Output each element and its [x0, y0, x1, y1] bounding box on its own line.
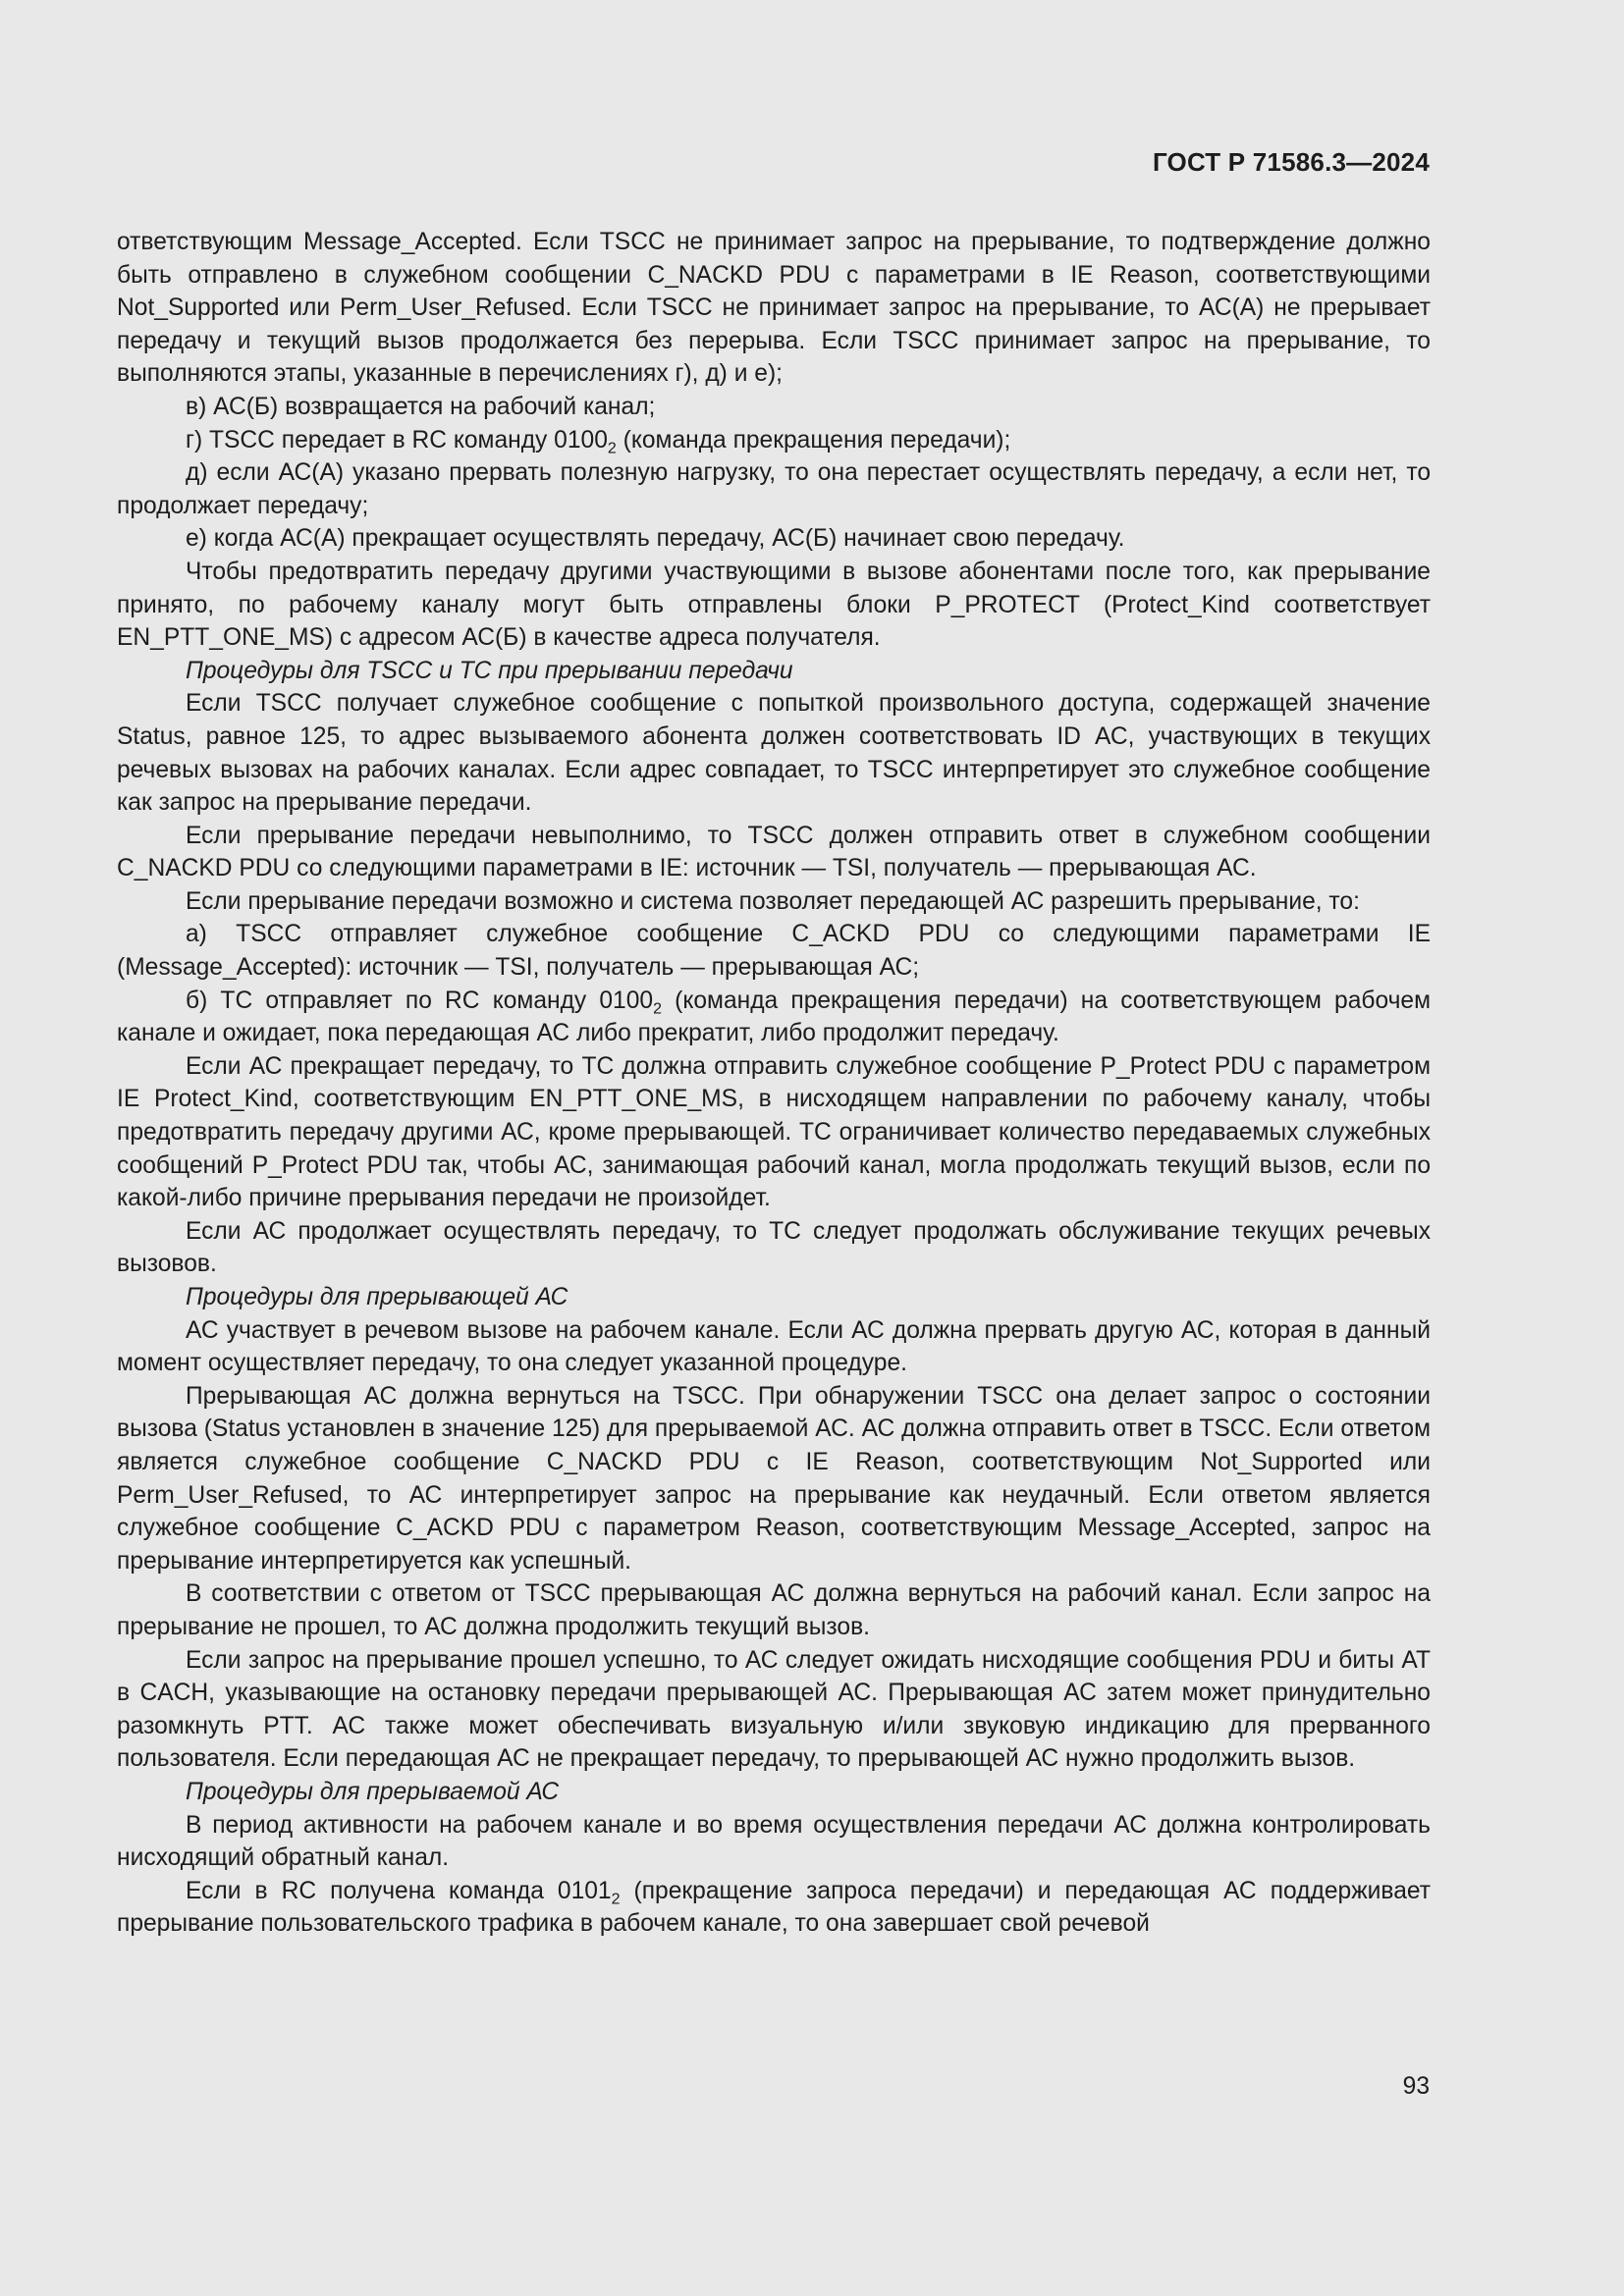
section-heading: Процедуры для прерывающей АС — [186, 1284, 568, 1310]
text-run: (прекращение запроса передачи) и передающая АС поддерживает прерывание пользовательского трафика в рабочем канале, то она завершает свой речевой — [117, 1877, 1431, 1938]
body-paragraph: Если запрос на прерывание прошел успешно, то АС следует ожидать нисходящие сообщения PDU и биты AT в CACH, указывающие на остановку передачи прерывающей АС. Прерывающая АС затем может принудительно разомкнуть PTT. АС также может обеспечивать визуальную и/или звуковую индикацию для прерванного пользователя. Если передающая АС не прекращает передачу, то прерывающей АС нужно продолжить вызов. — [117, 1646, 1431, 1773]
body-paragraph: АС участвует в речевом вызове на рабочем канале. Если АС должна прервать другую АС, которая в данный момент осуществляет передачу, то она следует указанной процедуре. — [117, 1316, 1431, 1377]
body-paragraph: В период активности на рабочем канале и во время осуществления передачи АС должна контролировать нисходящий обратный канал. — [117, 1811, 1431, 1872]
body-paragraph: Если прерывание передачи невыполнимо, то TSCC должен отправить ответ в служебном сообщении C_NACKD PDU со следующими параметрами в IE: источник — TSI, получатель — прерывающая АС. — [117, 822, 1431, 882]
body-paragraph: е) когда АС(А) прекращает осуществлять передачу, АС(Б) начинает свою передачу. — [186, 525, 1125, 553]
text-run: (команда прекращения передачи); — [616, 426, 1011, 454]
body-paragraph: Если АС продолжает осуществлять передачу, то TC следует продолжать обслуживание текущих речевых вызовов. — [117, 1217, 1431, 1278]
document-header: ГОСТ Р 71586.3—2024 — [1152, 147, 1430, 177]
body-paragraph — [117, 1875, 1431, 1941]
section-heading: Процедуры для TSCC и TC при прерывании передачи — [186, 657, 793, 684]
page-number: 93 — [1402, 2073, 1430, 2100]
body-paragraph — [117, 985, 1431, 1050]
text-run: Если в RC получена команда 0101 — [186, 1877, 612, 1904]
body-paragraph: Чтобы предотвратить передачу другими участвующими в вызове абонентами после того, как прерывание принято, по рабочему каналу могут быть отправлены блоки P_PROTECT (Protect_Kind соответствует EN_PTT_ONE_MS) с адресом АС(Б) в качестве адреса получателя. — [117, 558, 1431, 652]
binary-subscript: 2 — [653, 1000, 662, 1018]
body-paragraph: Если АС прекращает передачу, то TC должна отправить служебное сообщение P_Protect PDU с параметром IE Protect_Kind, соответствующим EN_PTT_ONE_MS, в нисходящем направлении по рабочему каналу, чтобы предотвратить передачу другими АС, кроме прерывающей. TC ограничивает количество передаваемых служебных сообщений P_Protect PDU так, чтобы АС, занимающая рабочий канал, могла продолжать текущий вызов, если по какой-либо причине прерывания передачи не произойдет. — [117, 1052, 1431, 1212]
body-paragraph: В соответствии с ответом от TSCC прерывающая АС должна вернуться на рабочий канал. Если запрос на прерывание не прошел, то АС должна продолжить текущий вызов. — [117, 1580, 1431, 1640]
body-paragraph: Если TSCC получает служебное сообщение с попыткой произвольного доступа, содержащей значение Status, равное 125, то адрес вызываемого абонента должен соответствовать ID АС, участвующих в текущих речевых вызовах на рабочих каналах. Если адрес совпадает, то TSCC интерпретирует это служебное сообщение как запрос на прерывание передачи. — [117, 690, 1431, 817]
body-paragraph: в) АС(Б) возвращается на рабочий канал; — [186, 393, 656, 420]
text-run: г) TSCC передает в RC команду 0100 — [186, 426, 608, 454]
text-run: б) TC отправляет по RC команду 0100 — [186, 987, 654, 1014]
body-paragraph: а) TSCC отправляет служебное сообщение C_ACKD PDU со следующими параметрами IE (Message_Accepted): источник — TSI, получатель — прерывающая АС; — [117, 921, 1431, 982]
text-run: (команда прекращения передачи) на соответствующем рабочем канале и ожидает, пока передающая АС либо прекратит, либо продолжит передачу. — [117, 987, 1431, 1047]
body-paragraph: Если прерывание передачи возможно и система позволяет передающей АС разрешить прерывание, то: — [186, 887, 1360, 915]
body-paragraph: д) если АС(А) указано прервать полезную нагрузку, то она перестает осуществлять передачу, а если нет, то продолжает передачу; — [117, 459, 1431, 519]
section-heading: Процедуры для прерываемой АС — [186, 1778, 560, 1805]
page-body — [117, 226, 1431, 1941]
binary-subscript: 2 — [607, 440, 617, 457]
body-paragraph: Прерывающая АС должна вернуться на TSCC. При обнаружении TSCC она делает запрос о состоянии вызова (Status установлен в значение 125) для прерываемой АС. АС должна отправить ответ в TSCC. Если ответом является служебное сообщение C_NACKD PDU с IE Reason, соответствующим Not_Supported или Perm_User_Refused, то АС интерпретирует запрос на прерывание как неудачный. Если ответом является служебное сообщение C_ACKD PDU с параметром Reason, соответствующим Message_Accepted, запрос на прерывание интерпретируется как успешный. — [117, 1382, 1431, 1575]
body-paragraph: ответствующим Message_Accepted. Если TSCC не принимает запрос на прерывание, то подтверждение должно быть отправлено в служебном сообщении C_NACKD PDU с параметрами в IE Reason, соответствующими Not_Supported или Perm_User_Refused. Если TSCC не принимает запрос на прерывание, то АС(А) не прерывает передачу и текущий вызов продолжается без перерыва. Если TSCC принимает запрос на прерывание, то выполняются этапы, указанные в перечислениях г), д) и е); — [117, 229, 1431, 388]
body-paragraph — [117, 424, 1431, 457]
binary-subscript: 2 — [611, 1891, 621, 1908]
